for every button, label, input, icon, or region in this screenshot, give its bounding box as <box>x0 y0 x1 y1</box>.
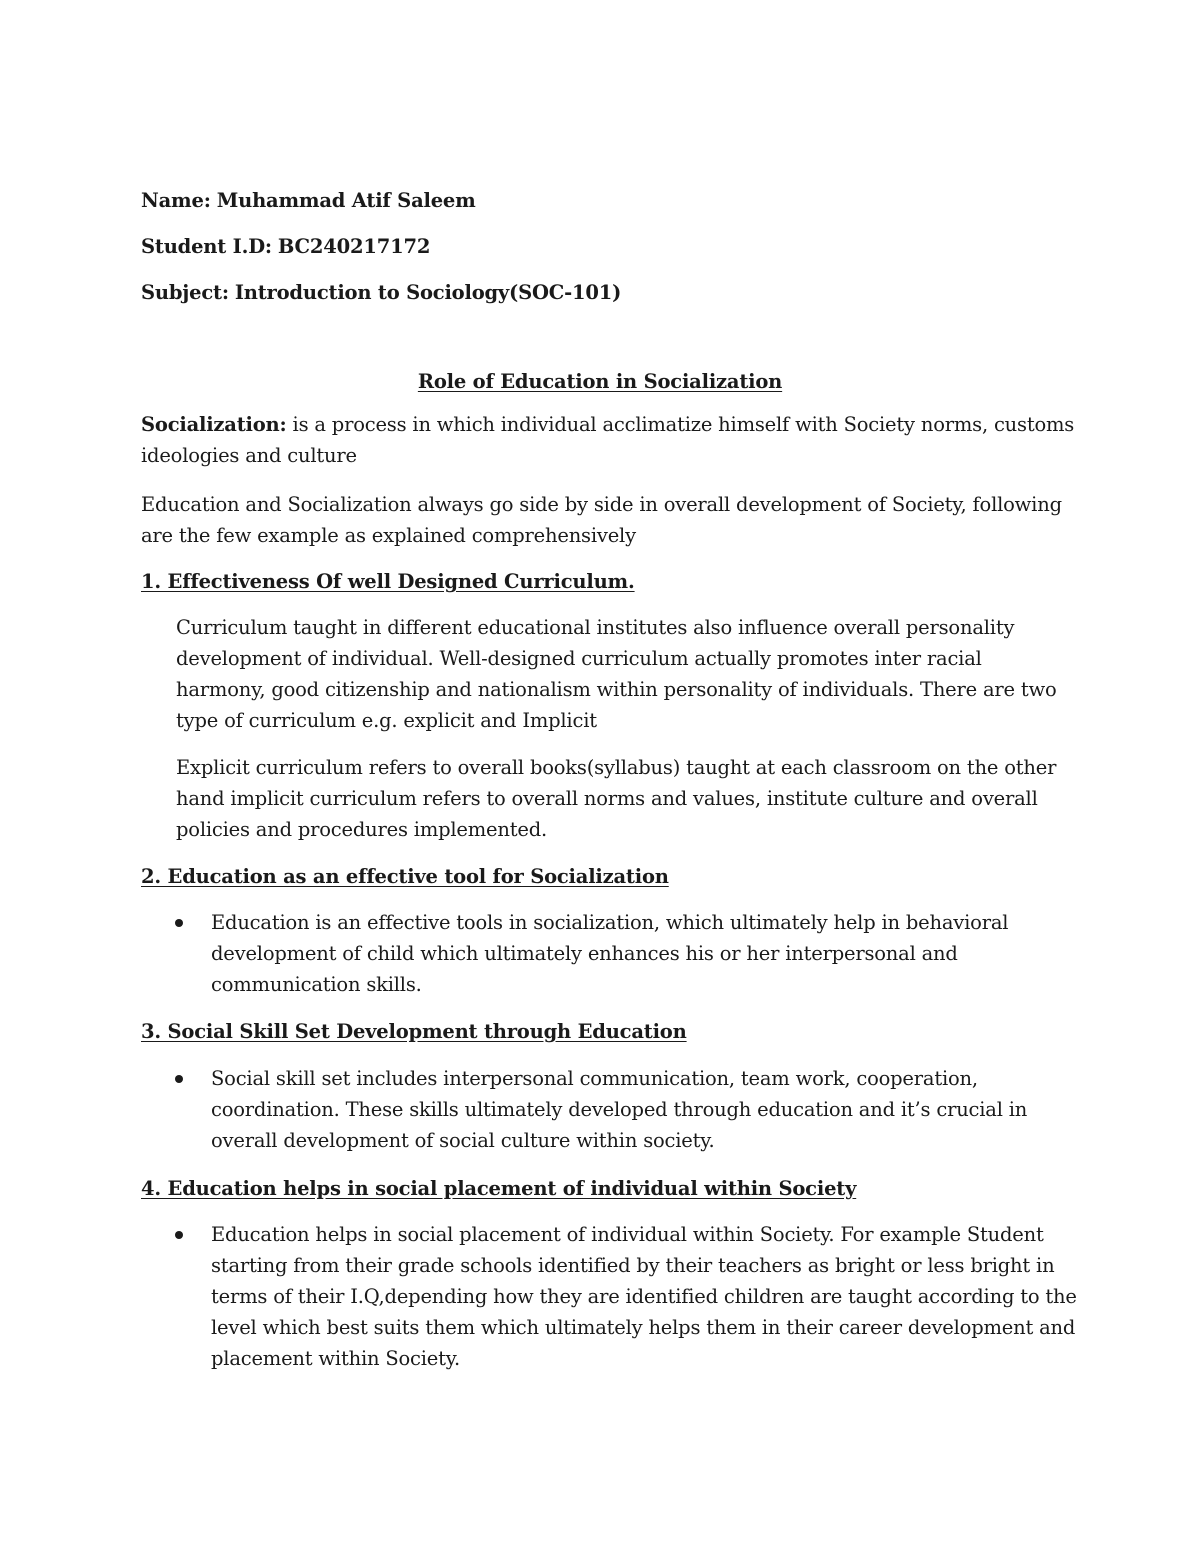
definition-paragraph <box>141 409 1074 471</box>
section-1-p1-line: harmony, good citizenship and nationalism within personality of individuals. There are two <box>176 678 1057 701</box>
definition-line-1: is a process in which individual acclimatize himself with Society norms, customs <box>292 413 1075 436</box>
subject-value: Introduction to Sociology(SOC-101) <box>234 281 622 304</box>
section-1-p1-line: Curriculum taught in different educational institutes also influence overall personality <box>176 616 1015 639</box>
name-label: Name: <box>141 189 211 212</box>
bullet-icon <box>175 1075 183 1083</box>
section-4-bullet-line: terms of their I.Q,depending how they are identified children are taught according to the <box>211 1285 1077 1308</box>
section-4-bullet-line: starting from their grade schools identified by their teachers as bright or less bright in <box>211 1254 1055 1277</box>
intro-line-1: Education and Socialization always go side by side in overall development of Society, following <box>141 493 1062 516</box>
section-4-bullet-line: Education helps in social placement of individual within Society. For example Student <box>211 1223 1044 1246</box>
name-value: Muhammad Atif Saleem <box>216 189 476 212</box>
section-1-p1-line: type of curriculum e.g. explicit and Implicit <box>176 709 597 732</box>
definition-term: Socialization: <box>141 413 287 436</box>
section-4-bullet-line: placement within Society. <box>211 1347 461 1370</box>
section-4-bullet-line: level which best suits them which ultimately helps them in their career development and <box>211 1316 1076 1339</box>
section-1-paragraph-2 <box>176 752 1056 845</box>
intro-line-2: are the few example as explained comprehensively <box>141 524 636 547</box>
section-2-bullet-line: Education is an effective tools in socialization, which ultimately help in behavioral <box>211 911 1009 934</box>
section-3-bullet-line: Social skill set includes interpersonal communication, team work, cooperation, <box>211 1067 978 1090</box>
section-2-bullet-line: communication skills. <box>211 973 422 996</box>
name-line <box>141 185 476 216</box>
section-3-bullet-text <box>211 1063 1027 1156</box>
section-3-bullet-line: overall development of social culture within society. <box>211 1129 715 1152</box>
section-1-p2-line: policies and procedures implemented. <box>176 818 548 841</box>
subject-label: Subject: <box>141 281 229 304</box>
student-id-line <box>141 231 430 262</box>
section-4-bullet-text <box>211 1219 1077 1374</box>
section-2-heading: 2. Education as an effective tool for Socialization <box>141 865 669 888</box>
intro-paragraph <box>141 489 1062 551</box>
section-1-heading: 1. Effectiveness Of well Designed Curriculum. <box>141 570 635 593</box>
bullet-icon <box>175 1231 183 1239</box>
section-3-heading: 3. Social Skill Set Development through Education <box>141 1020 687 1043</box>
section-4-heading: 4. Education helps in social placement of individual within Society <box>141 1177 857 1200</box>
section-1-p1-line: development of individual. Well-designed curriculum actually promotes inter racial <box>176 647 982 670</box>
subject-line <box>141 277 621 308</box>
definition-line-2: ideologies and culture <box>141 444 357 467</box>
student-id-value: BC240217172 <box>277 235 431 258</box>
section-1-paragraph-1 <box>176 612 1057 736</box>
section-1-p2-line: Explicit curriculum refers to overall books(syllabus) taught at each classroom on the other <box>176 756 1057 779</box>
section-1-p2-line: hand implicit curriculum refers to overall norms and values, institute culture and overall <box>176 787 1038 810</box>
bullet-icon <box>175 919 183 927</box>
section-2-bullet-text <box>211 907 1008 1000</box>
student-id-label: Student I.D: <box>141 235 272 258</box>
document-title: Role of Education in Socialization <box>417 370 783 393</box>
section-3-bullet-line: coordination. These skills ultimately developed through education and it’s crucial in <box>211 1098 1028 1121</box>
section-2-bullet-line: development of child which ultimately enhances his or her interpersonal and <box>211 942 958 965</box>
